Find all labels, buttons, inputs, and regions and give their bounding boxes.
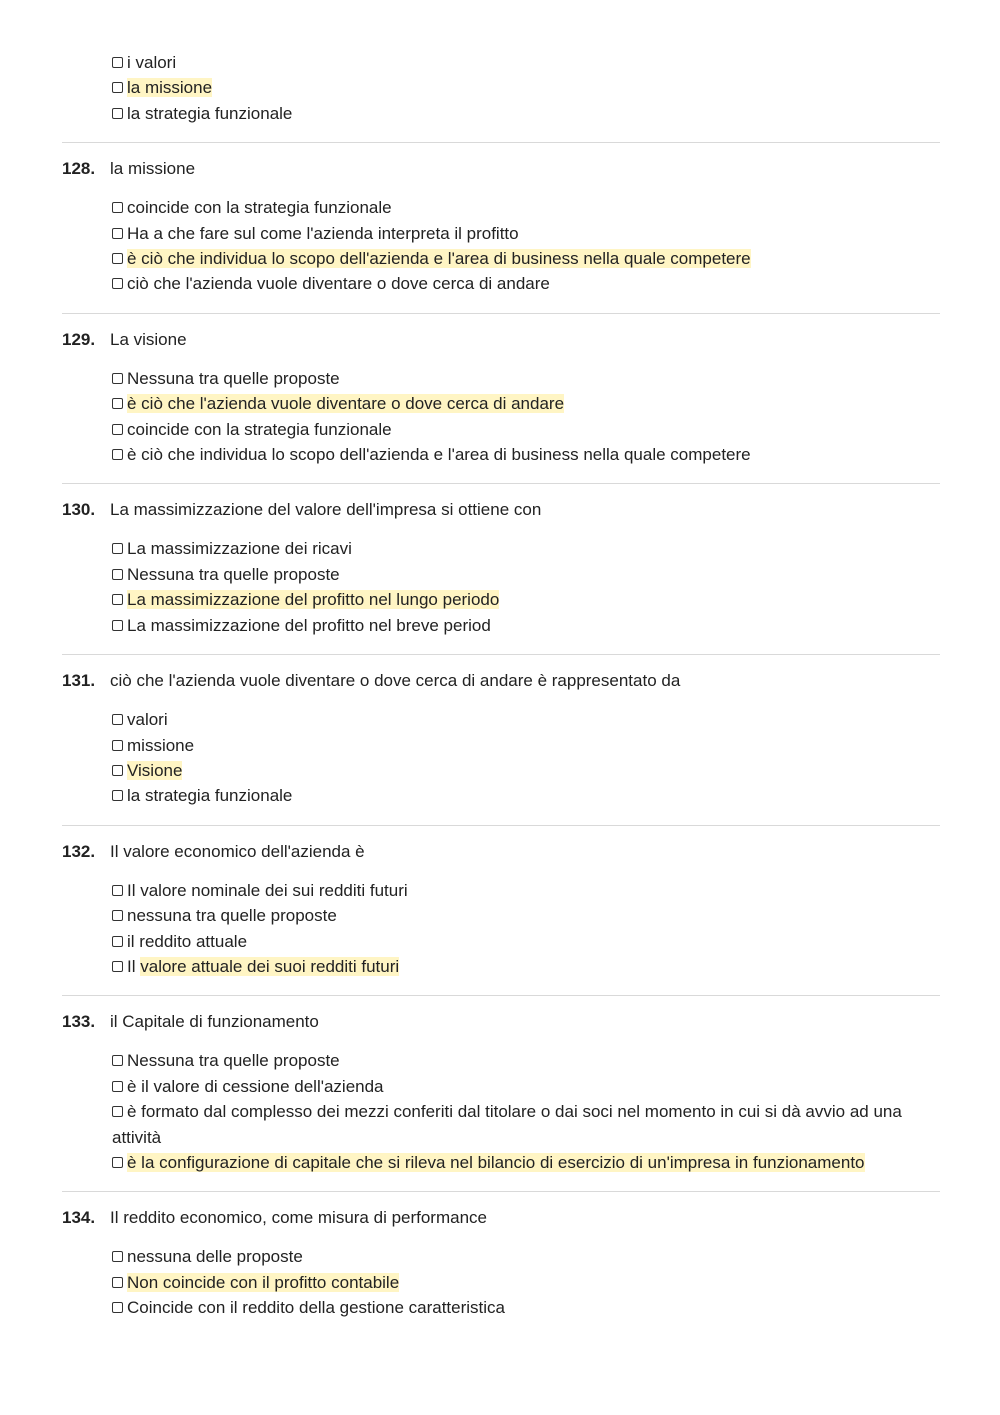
highlighted-answer-text: è ciò che l'azienda vuole diventare o dove cerca di andare <box>127 394 565 414</box>
option-list <box>62 1230 940 1336</box>
option-text: Il valore nominale dei sui redditi futuri <box>127 880 408 900</box>
question-number: 132. <box>62 841 96 861</box>
question-item <box>62 1208 940 1336</box>
highlighted-answer-text: è ciò che individua lo scopo dell'azienda e l'area di business nella quale competere <box>127 249 751 269</box>
checkbox-empty-icon[interactable] <box>112 1302 123 1313</box>
answer-option[interactable] <box>112 1270 940 1295</box>
checkbox-empty-icon[interactable] <box>112 620 123 631</box>
option-text: è il valore di cessione dell'azienda <box>127 1076 384 1096</box>
checkbox-empty-icon[interactable] <box>112 424 123 435</box>
answer-option[interactable] <box>112 733 940 758</box>
checkbox-empty-icon[interactable] <box>112 790 123 801</box>
checkbox-empty-icon[interactable] <box>112 885 123 896</box>
option-text: valori <box>127 710 168 730</box>
option-list <box>62 352 940 484</box>
option-text: La massimizzazione dei ricavi <box>127 539 352 559</box>
option-list <box>62 864 940 996</box>
answer-option[interactable] <box>112 1074 940 1099</box>
answer-option[interactable] <box>112 271 940 296</box>
option-text: ciò che l'azienda vuole diventare o dove cerca di andare <box>127 274 550 294</box>
option-text: coincide con la strategia funzionale <box>127 419 392 439</box>
question-text: la missione <box>110 159 196 179</box>
answer-option[interactable] <box>112 707 940 732</box>
answer-option[interactable] <box>112 50 940 75</box>
question-text: La visione <box>110 329 187 349</box>
answer-option[interactable] <box>112 101 940 126</box>
checkbox-empty-icon[interactable] <box>112 373 123 384</box>
checkbox-empty-icon[interactable] <box>112 1251 123 1262</box>
option-text: missione <box>127 735 195 755</box>
checkbox-empty-icon[interactable] <box>112 714 123 725</box>
checkbox-empty-icon[interactable] <box>112 228 123 239</box>
checkbox-empty-icon[interactable] <box>112 740 123 751</box>
option-list <box>62 50 940 142</box>
checkbox-empty-icon[interactable] <box>112 1081 123 1092</box>
question-number: 130. <box>62 500 96 520</box>
question-header <box>62 842 940 864</box>
question-number: 129. <box>62 329 96 349</box>
checkbox-empty-icon[interactable] <box>112 57 123 68</box>
answer-option[interactable] <box>112 1048 940 1073</box>
answer-option[interactable] <box>112 954 940 979</box>
option-text: coincide con la strategia funzionale <box>127 198 392 218</box>
answer-option[interactable] <box>112 1244 940 1269</box>
highlighted-answer-text: la missione <box>127 78 213 98</box>
checkbox-empty-icon[interactable] <box>112 569 123 580</box>
answer-option[interactable] <box>112 929 940 954</box>
checkbox-empty-icon[interactable] <box>112 278 123 289</box>
question-number: 133. <box>62 1012 96 1032</box>
answer-option[interactable] <box>112 366 940 391</box>
question-item <box>62 500 940 655</box>
answer-option[interactable] <box>112 1295 940 1320</box>
question-item <box>62 842 940 997</box>
question-number: 128. <box>62 159 96 179</box>
checkbox-empty-icon[interactable] <box>112 594 123 605</box>
highlighted-answer-text: Visione <box>127 760 183 780</box>
option-text: il reddito attuale <box>127 931 248 951</box>
answer-option[interactable] <box>112 442 940 467</box>
checkbox-empty-icon[interactable] <box>112 108 123 119</box>
option-list <box>62 1034 940 1191</box>
checkbox-empty-icon[interactable] <box>112 1277 123 1288</box>
question-item <box>62 330 940 485</box>
checkbox-empty-icon[interactable] <box>112 398 123 409</box>
highlighted-answer-text: valore attuale dei suoi redditi futuri <box>140 956 400 976</box>
option-list <box>62 693 940 825</box>
option-text: Nessuna tra quelle proposte <box>127 368 340 388</box>
answer-option[interactable] <box>112 878 940 903</box>
highlighted-answer-text: Non coincide con il profitto contabile <box>127 1272 400 1292</box>
highlighted-answer-text: La massimizzazione del profitto nel lungo periodo <box>127 590 500 610</box>
checkbox-empty-icon[interactable] <box>112 449 123 460</box>
question-header <box>62 159 940 181</box>
checkbox-empty-icon[interactable] <box>112 910 123 921</box>
checkbox-empty-icon[interactable] <box>112 253 123 264</box>
question-127-tail <box>62 50 940 143</box>
option-text: è ciò che individua lo scopo dell'azienda e l'area di business nella quale competere <box>127 445 751 465</box>
answer-option[interactable] <box>112 1099 940 1150</box>
answer-option[interactable] <box>112 613 940 638</box>
answer-option[interactable] <box>112 391 940 416</box>
question-item <box>62 159 940 314</box>
option-text: nessuna delle proposte <box>127 1247 303 1267</box>
option-text: la strategia funzionale <box>127 786 293 806</box>
option-text: è formato dal complesso dei mezzi conferiti dal titolare o dai soci nel momento in cui si dà avvio ad una attività <box>112 1102 902 1147</box>
checkbox-empty-icon[interactable] <box>112 1055 123 1066</box>
checkbox-empty-icon[interactable] <box>112 82 123 93</box>
question-item <box>62 1012 940 1192</box>
question-header <box>62 671 940 693</box>
option-text: nessuna tra quelle proposte <box>127 906 337 926</box>
option-text: Coincide con il reddito della gestione caratteristica <box>127 1298 505 1318</box>
question-number: 131. <box>62 671 96 691</box>
answer-option[interactable] <box>112 246 940 271</box>
highlighted-answer-text: è la configurazione di capitale che si rileva nel bilancio di esercizio di un'impresa in funzionamento <box>127 1152 865 1172</box>
answer-option[interactable] <box>112 562 940 587</box>
option-text: la strategia funzionale <box>127 103 293 123</box>
answer-option[interactable] <box>112 75 940 100</box>
question-header <box>62 1012 940 1034</box>
option-list <box>62 181 940 313</box>
question-header <box>62 330 940 352</box>
answer-option[interactable] <box>112 536 940 561</box>
question-item <box>62 671 940 826</box>
option-text: i valori <box>127 53 177 72</box>
option-text: Nessuna tra quelle proposte <box>127 1051 340 1071</box>
checkbox-empty-icon[interactable] <box>112 961 123 972</box>
option-text: Nessuna tra quelle proposte <box>127 564 340 584</box>
answer-option[interactable] <box>112 417 940 442</box>
question-header <box>62 1208 940 1230</box>
option-text: La massimizzazione del profitto nel breve period <box>127 615 491 635</box>
option-prefix: Il <box>127 956 141 976</box>
question-text: il Capitale di funzionamento <box>110 1012 319 1032</box>
checkbox-empty-icon[interactable] <box>112 936 123 947</box>
answer-option[interactable] <box>112 195 940 220</box>
answer-option[interactable] <box>112 758 940 783</box>
answer-option[interactable] <box>112 1150 940 1175</box>
option-text: Ha a che fare sul come l'azienda interpreta il profitto <box>127 223 519 243</box>
checkbox-empty-icon[interactable] <box>112 1106 123 1117</box>
checkbox-empty-icon[interactable] <box>112 1157 123 1168</box>
question-text: ciò che l'azienda vuole diventare o dove cerca di andare è rappresentato da <box>110 671 681 691</box>
answer-option[interactable] <box>112 587 940 612</box>
answer-option[interactable] <box>112 783 940 808</box>
checkbox-empty-icon[interactable] <box>112 543 123 554</box>
question-text: Il valore economico dell'azienda è <box>110 841 365 861</box>
checkbox-empty-icon[interactable] <box>112 202 123 213</box>
quiz-page <box>62 50 940 1337</box>
answer-option[interactable] <box>112 221 940 246</box>
question-text: La massimizzazione del valore dell'impresa si ottiene con <box>110 500 542 520</box>
question-header <box>62 500 940 522</box>
answer-option[interactable] <box>112 903 940 928</box>
option-list <box>62 522 940 654</box>
checkbox-empty-icon[interactable] <box>112 765 123 776</box>
question-number: 134. <box>62 1208 96 1228</box>
question-list <box>62 159 940 1336</box>
question-text: Il reddito economico, come misura di performance <box>110 1208 487 1228</box>
